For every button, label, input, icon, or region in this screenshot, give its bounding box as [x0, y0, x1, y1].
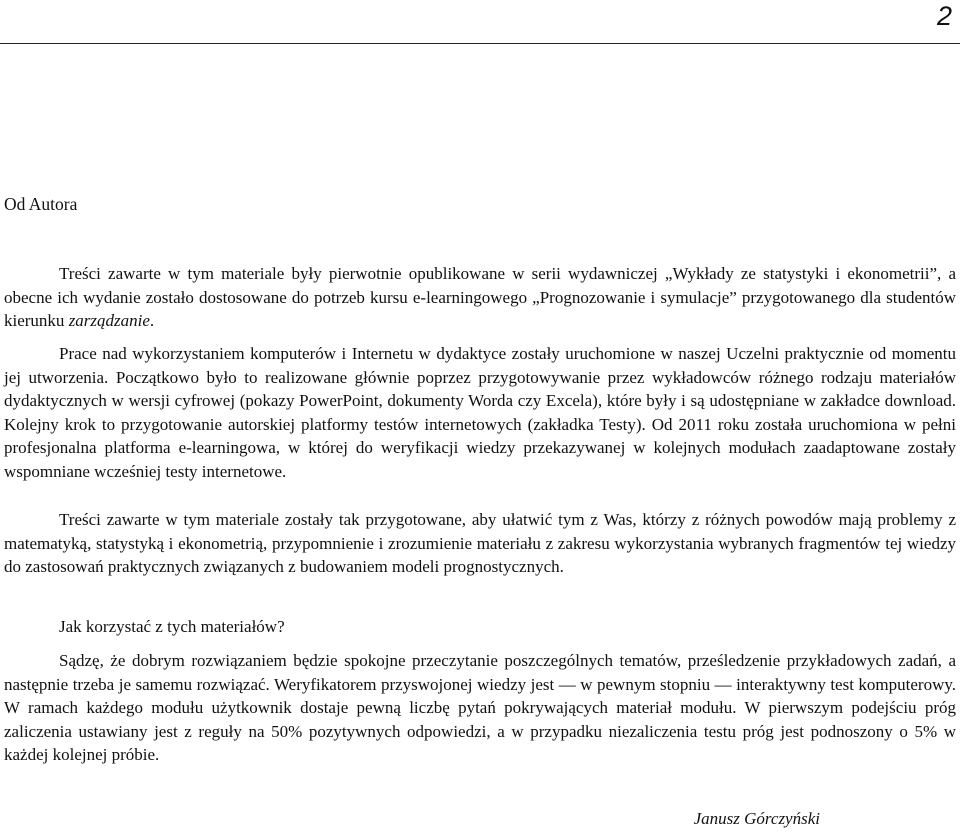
paragraph-intro-text: Treści zawarte w tym materiale były pierwotnie opublikowane w serii wydawniczej „Wykłady ze statystyki i ekonometrii”, a obecne ich wydanie zostało dostosowane do potrzeb kursu e-learningowego „Prognozowanie i symulacje” przygotowanego dla studentów kierunku [4, 264, 956, 330]
paragraph-advice-text: Sądzę, że dobrym rozwiązaniem będzie spokojne przeczytanie poszczególnych tematów, prześledzenie przykładowych zadań, a następnie trzeba je samemu rozwiązać. Weryfikatorem przyswojonej wiedzy jest — w pewnym stopniu — interaktywny test komputerowy. W ramach każdego modułu użytkownik dostaje pewną liczbę pytań pokrywających materiał modułu. W pierwszym podejściu próg zaliczenia ustawiany jest z reguły na 50% pozytywnych odpowiedzi, a w przypadku niezaliczenia testu próg jest podnoszony o 5% w każdej kolejnej próbie. [4, 651, 956, 764]
paragraph-purpose-text: Treści zawarte w tym materiale zostały tak przygotowane, aby ułatwić tym z Was, którzy z różnych powodów mają problemy z matematyką, statystyką i ekonometrią, przypomnienie i zrozumienie materiału z zakresu wykorzystania wybranych fragmentów tej wiedzy do zastosowań praktycznych związanych z budowaniem modeli prognostycznych. [4, 510, 956, 576]
paragraph-intro [4, 262, 956, 333]
paragraph-history [4, 342, 956, 483]
section-title: Od Autora [4, 194, 78, 214]
paragraph-question-text: Jak korzystać z tych materiałów? [59, 617, 285, 636]
paragraph-history-text: Prace nad wykorzystaniem komputerów i Internetu w dydaktyce zostały uruchomione w naszej Uczelni praktycznie od momentu jej utworzenia. Początkowo było to realizowane głównie poprzez przygotowywanie przez wykładowców różnego rodzaju materiałów dydaktycznych w wersji cyfrowej (pokazy PowerPoint, dokumenty Worda czy Excela), które były i są udostępniane w zakładce download. Kolejny krok to przygotowanie autorskiej platformy testów internetowych (zakładka Testy). Od 2011 roku została uruchomiona w pełni profesjonalna platforma e-learningowa, w której do weryfikacji wiedzy przekazywanej w kolejnych modułach zaadaptowane zostały wspomniane wcześniej testy internetowe. [4, 344, 956, 481]
paragraph-advice [4, 649, 956, 767]
paragraph-purpose [4, 508, 956, 579]
page-number: 2 [936, 1, 952, 31]
header-divider [0, 43, 960, 44]
author-signature: Janusz Górczyński [693, 809, 820, 828]
paragraph-intro-italic: zarządzanie [68, 311, 150, 330]
paragraph-intro-end: . [149, 311, 155, 330]
paragraph-question [4, 615, 956, 639]
